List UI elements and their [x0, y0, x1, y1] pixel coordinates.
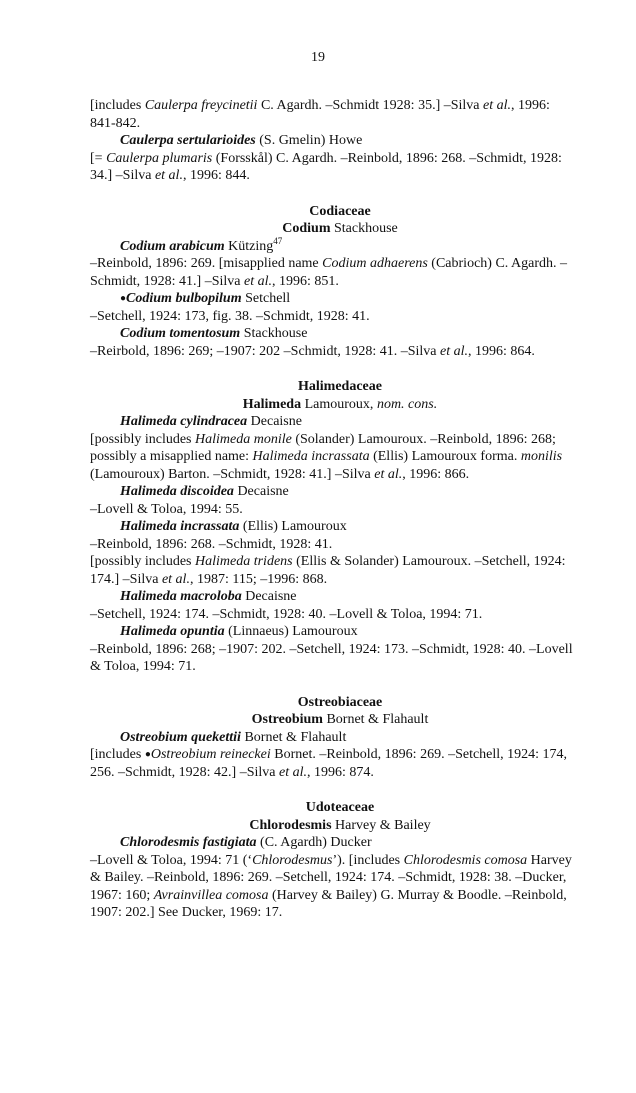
text-run: ’). [includes [332, 852, 404, 868]
text-line [90, 658, 590, 676]
text-run: (Solander) Lamouroux. –Reinbold, 1896: 268; [291, 431, 556, 447]
text-run: Codium [282, 221, 331, 236]
text-run: [possibly includes [90, 554, 195, 569]
text-run: Avrainvillea comosa [153, 887, 269, 903]
text-run: 174.] –Silva [90, 571, 162, 587]
text-run: (C. Agardh) Ducker [256, 835, 372, 850]
text-run: nom. cons. [376, 396, 438, 412]
text-run: Stackhouse [240, 326, 308, 341]
text-run: Caulerpa sertularioides [120, 133, 256, 148]
text-run: Halimeda [242, 396, 302, 412]
text-line [90, 167, 590, 185]
text-run: , 1996: 866. [402, 466, 470, 482]
text-run: (Harvey & Bailey) G. Murray & Boodle. –Reinbold, [268, 887, 567, 903]
text-run: 1967: 160; [90, 887, 154, 903]
text-run: Chlorodesmis fastigiata [120, 835, 257, 850]
text-line [90, 466, 590, 484]
text-run: Chlorodesmis comosa [403, 852, 528, 868]
text-run: , 1987: 115; –1996: 868. [189, 571, 328, 587]
species-heading [90, 518, 590, 536]
family-heading [90, 799, 590, 817]
genus-heading [90, 396, 590, 414]
text-run: Bornet & Flahault [322, 712, 429, 727]
text-run: Halimeda cylindracea [120, 414, 248, 429]
text-run: (Ellis & Solander) Lamouroux. –Setchell, 1924: [292, 554, 566, 569]
text-run: Decaisne [247, 414, 302, 429]
species-heading [90, 132, 590, 150]
text-run: Decaisne [241, 589, 297, 604]
text-run: [possibly includes [90, 431, 195, 447]
species-heading [90, 729, 590, 747]
text-run: Halimeda monile [195, 431, 292, 447]
species-heading [90, 325, 590, 343]
text-run: 34.] –Silva [90, 168, 155, 183]
text-line [90, 115, 590, 133]
text-run: et al. [483, 98, 512, 113]
text-line [90, 431, 590, 449]
text-line [90, 571, 590, 589]
text-run: Halimeda incrassata [120, 519, 240, 534]
text-run: 47 [273, 235, 283, 246]
text-run: , 1996: 844. [182, 168, 250, 183]
text-run: Bornet. –Reinbold, 1896: 269. –Setchell, 1924: 174, [270, 747, 568, 762]
text-line [90, 852, 590, 870]
document-body [90, 97, 590, 922]
species-heading [90, 483, 590, 501]
text-run: Setchell [241, 291, 291, 306]
genus-heading [90, 220, 590, 238]
text-run: 841-842. [90, 115, 141, 131]
text-run: monilis [520, 449, 563, 464]
text-run: [includes [90, 98, 145, 113]
text-run: Udoteaceae [305, 800, 375, 815]
text-run: et al. [279, 764, 307, 780]
text-run: et al. [161, 571, 190, 587]
text-line [90, 606, 590, 624]
species-heading [90, 235, 590, 256]
text-run: 1907: 202.] See Ducker, 1969: 17. [90, 905, 283, 920]
page-number: 19 [311, 50, 325, 65]
text-run: Harvey & Bailey [331, 817, 431, 833]
text-run: (Lamouroux) Barton. –Schmidt, 1928: 41.] –Silva [90, 466, 375, 482]
text-run: (Linnaeus) Lamouroux [224, 624, 358, 639]
text-run: –Reinbold, 1896: 268; –1907: 202. –Setchell, 1924: 173. –Schmidt, 1928: 40. –Lovell [90, 641, 573, 657]
text-line [90, 764, 590, 782]
species-heading [90, 623, 590, 641]
text-run: (Ellis) Lamouroux [239, 519, 347, 534]
text-run: possibly a misapplied name: [90, 449, 253, 464]
text-run: –Lovell & Toloa, 1994: 71 (‘ [90, 852, 253, 868]
text-line [90, 150, 590, 168]
text-run: & Toloa, 1994: 71. [90, 659, 196, 674]
text-run: –Setchell, 1924: 173, fig. 38. –Schmidt, 1928: 41. [90, 308, 370, 324]
text-run: Codiaceae [309, 203, 371, 219]
star-marker-icon: ● [120, 293, 127, 304]
text-run: Halimeda opuntia [120, 624, 225, 639]
text-run: Ostreobiaceae [297, 694, 383, 710]
text-run: Bornet & Flahault [240, 729, 347, 745]
text-run: Kützing [224, 238, 274, 254]
text-run: 256. –Schmidt, 1928: 42.] –Silva [90, 764, 279, 780]
text-run: Halimedaceae [298, 379, 382, 394]
text-run: Ostreobium quekettii [120, 729, 241, 745]
text-run: Chlorodesmus [252, 852, 333, 868]
text-run: Codium adhaerens [322, 256, 428, 271]
text-run: Halimeda macroloba [120, 589, 242, 604]
text-line [90, 97, 590, 115]
text-run: (Cabrioch) C. Agardh. – [427, 256, 567, 271]
genus-heading [90, 817, 590, 835]
text-line [90, 746, 590, 764]
text-line [90, 343, 590, 361]
species-heading [90, 588, 590, 606]
text-line [90, 641, 590, 659]
text-run: Lamouroux, [301, 396, 377, 412]
text-run: et al. [244, 273, 272, 289]
species-heading [90, 834, 590, 852]
text-line [90, 536, 590, 554]
text-run: Ostreobium [251, 712, 323, 727]
text-run: Ostreobium reineckei [150, 747, 271, 762]
family-heading [90, 203, 590, 221]
text-run: Schmidt, 1928: 41.] –Silva [90, 273, 244, 289]
text-line [90, 308, 590, 326]
text-line [90, 255, 590, 273]
text-run: et al. [374, 466, 403, 482]
text-run: Caulerpa freycinetii [144, 98, 258, 113]
family-heading [90, 378, 590, 396]
text-run: , 1996: [511, 98, 550, 113]
text-run: –Lovell & Toloa, 1994: 55. [90, 501, 243, 517]
text-run: , 1996: 874. [307, 764, 374, 780]
text-run: Codium arabicum [120, 238, 225, 254]
text-run: , 1996: 864. [468, 343, 535, 359]
text-line [90, 887, 590, 905]
text-run: et al. [154, 168, 183, 183]
text-line [90, 553, 590, 571]
text-line [90, 904, 590, 922]
genus-heading [90, 711, 590, 729]
text-run: Codium tomentosum [120, 326, 241, 341]
text-run: Harvey [527, 852, 572, 868]
family-heading [90, 694, 590, 712]
text-run: Stackhouse [330, 221, 398, 236]
text-run: –Setchell, 1924: 174. –Schmidt, 1928: 40. –Lovell & Toloa, 1994: 71. [90, 606, 483, 622]
text-run: & Bailey. –Reinbold, 1896: 269. –Setchell, 1924: 174. –Schmidt, 1928: 38. –Ducker, [90, 870, 567, 885]
text-run: –Reinbold, 1896: 268. –Schmidt, 1928: 41. [90, 536, 333, 552]
text-run: Halimeda discoidea [120, 484, 234, 499]
text-line [90, 869, 590, 887]
text-run: , 1996: 851. [272, 273, 339, 289]
text-run: (S. Gmelin) Howe [255, 133, 363, 148]
species-heading [90, 290, 590, 308]
text-line [90, 501, 590, 519]
star-marker-icon: ● [144, 749, 151, 760]
text-run: et al. [440, 343, 468, 359]
text-line [90, 448, 590, 466]
text-line [90, 273, 590, 291]
text-run: [includes [90, 747, 145, 762]
text-run: C. Agardh. –Schmidt 1928: 35.] –Silva [257, 98, 484, 113]
text-run: Halimeda tridens [195, 554, 293, 569]
species-heading [90, 413, 590, 431]
text-run: Decaisne [233, 484, 289, 499]
text-run: Halimeda incrassata [252, 449, 370, 464]
text-run: (Ellis) Lamouroux forma. [369, 449, 521, 464]
text-run: Chlorodesmis [249, 817, 332, 833]
text-run: [= [90, 150, 107, 166]
text-run: –Reirbold, 1896: 269; –1907: 202 –Schmidt, 1928: 41. –Silva [90, 343, 440, 359]
text-run: (Forsskål) C. Agardh. –Reinbold, 1896: 268. –Schmidt, 1928: [212, 150, 562, 166]
text-run: Caulerpa plumaris [106, 150, 213, 166]
text-run: Codium bulbopilum [126, 291, 242, 306]
text-run: –Reinbold, 1896: 269. [misapplied name [90, 256, 323, 271]
